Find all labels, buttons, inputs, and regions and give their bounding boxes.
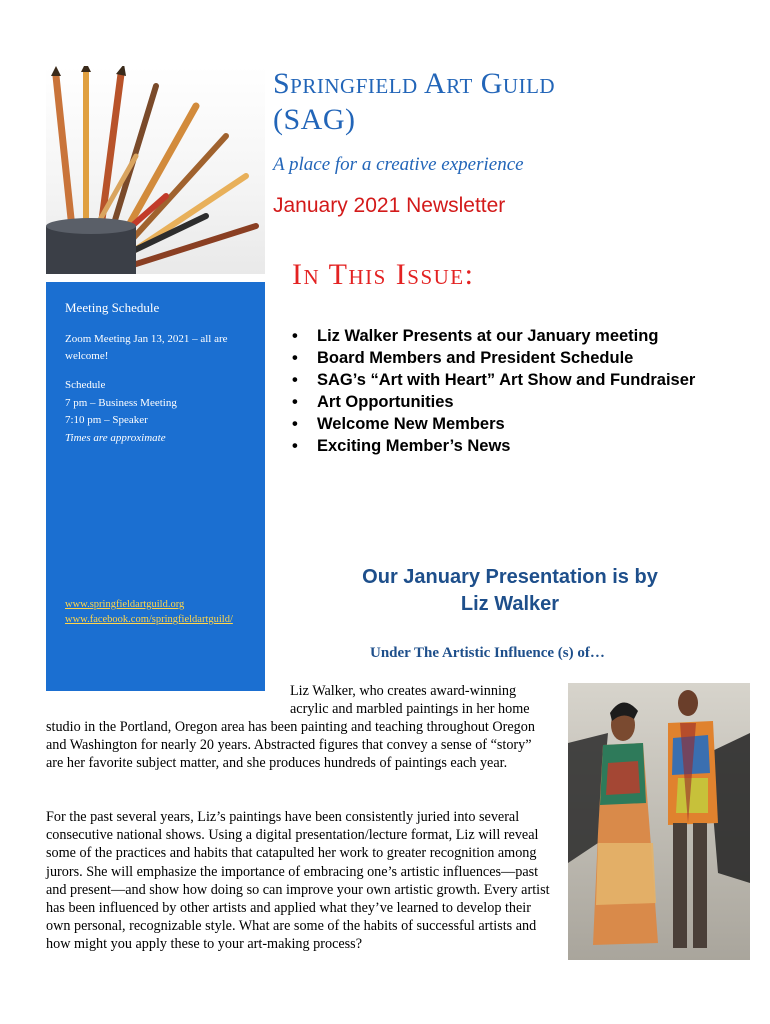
list-item-label: Board Members and President Schedule [317,349,634,367]
presentation-subhead: Under The Artistic Influence (s) of… [370,645,605,661]
business-meeting-time: 7 pm – Business Meeting [65,396,177,409]
bullet-icon: • [292,327,298,345]
newsletter-date: January 2021 Newsletter [273,194,506,217]
bullet-icon: • [292,415,298,433]
bullet-icon: • [292,349,298,367]
bullet-icon: • [292,393,298,411]
guild-title: Springfield Art Guild (SAG) [273,67,556,136]
speaker-time: 7:10 pm – Speaker [65,414,148,426]
schedule-label: Schedule [65,379,106,391]
article-paragraph-1-end: studio in the Portland, Oregon area has been painting and teaching throughout Oregon and Washington for nearly 20 years. Abstracted figures that convey a sense of “story” are her favorite subject matter, and she produces hundreds of paintings each year. [46,719,535,772]
paint-brushes-illustration [46,66,265,274]
issue-list [292,325,695,457]
meeting-schedule-sidebar [46,282,265,691]
list-item [292,413,695,435]
schedule-block [65,377,177,447]
bullet-icon: • [292,437,298,455]
list-item [292,391,695,413]
article-paragraph-2: For the past several years, Liz’s paintings have been consistently juried into several consecutive national shows. Using a digital presentation/lecture format, Liz will reveal some of the practices and habits that catapulted her work to greater recognition among jurors. She will emphasize the importance of embracing one’s artistic influences—past and present—and show how doing so can improve your own artistic growth. Every artist has been influenced by other artists and applied what they’ve learned to develop their own personal, recognizable style. What are some of the habits of successful artists and how might you apply these to your art-making process? [46,809,550,953]
sidebar-title: Meeting Schedule [65,300,160,315]
facebook-link[interactable]: www.facebook.com/springfieldartguild/ [65,614,233,625]
list-item-label: Welcome New Members [317,415,505,433]
list-item-label: Art Opportunities [317,393,454,411]
presentation-title [305,564,715,618]
in-this-issue-heading: In This Issue: [292,258,475,291]
sidebar-links [65,597,233,627]
article-paragraph-1-start: Liz Walker, who creates award-winning acrylic and marbled paintings in her home [290,683,530,718]
list-item [292,325,695,347]
presentation-title-line1: Our January Presentation is by [362,566,658,588]
list-item [292,347,695,369]
presentation-title-line2: Liz Walker [460,593,560,615]
list-item [292,435,695,457]
times-note: Times are approximate [65,431,166,444]
website-link[interactable]: www.springfieldartguild.org [65,599,185,610]
liz-walker-painting [568,683,750,960]
list-item-label: SAG’s “Art with Heart” Art Show and Fundraiser [317,371,696,389]
tagline: A place for a creative experience [273,154,524,175]
paint-brushes-photo [46,66,265,274]
zoom-meeting-text: Zoom Meeting Jan 13, 2021 – all are welcome! [65,333,228,362]
list-item [292,369,695,391]
list-item-label: Exciting Member’s News [317,437,511,455]
bullet-icon: • [292,371,298,389]
painting-illustration [568,683,750,960]
list-item-label: Liz Walker Presents at our January meeting [317,327,659,345]
